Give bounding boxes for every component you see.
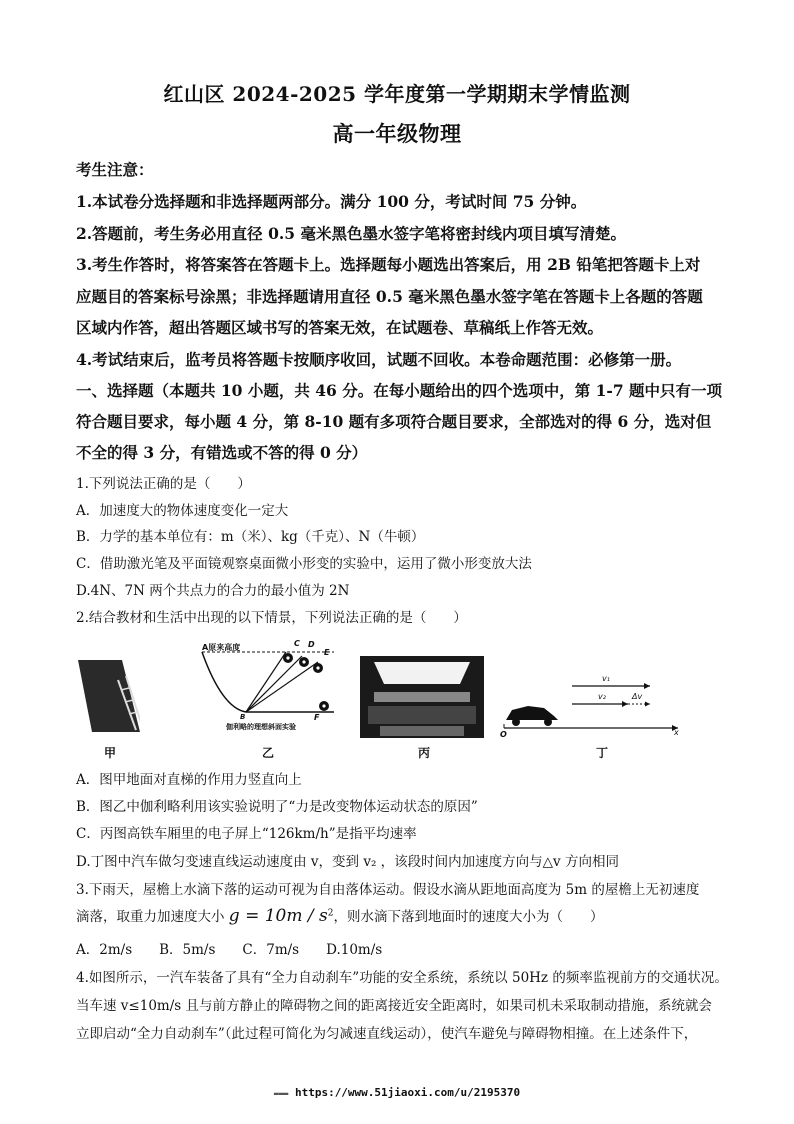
figure-car-velocity xyxy=(500,664,684,736)
fig-label-jia: 甲 xyxy=(104,746,117,760)
fig-d-v1-label: v₁ xyxy=(602,674,610,683)
q3-options: A．2m/s B．5m/s C．7m/s D.10m/s xyxy=(76,942,383,958)
notice-item-3: 3.考生作答时，将答案答在答题卡上。选择题每小题选出答案后，用 2B 铅笔把答题卡上对 xyxy=(76,255,701,274)
notice-item-4: 4.考试结束后，监考员将答题卡按顺序收回，试题不回收。本卷命题范围：必修第一册。 xyxy=(76,350,682,369)
q1-option-d: D.4N、7N 两个共点力的合力的最小值为 2N xyxy=(76,583,350,599)
fig-b-letter-d: D xyxy=(308,640,315,649)
notice-item-3-cont: 应题目的答案标号涂黑；非选择题请用直径 0.5 毫米黑色墨水签字笔在答题卡上各题的答题 xyxy=(76,287,703,306)
exam-title: 红山区 2024-2025 学年度第一学期期末学情监测 xyxy=(163,82,631,106)
fig-label-yi: 乙 xyxy=(262,746,275,760)
fig-d-origin-label: O xyxy=(500,730,507,739)
fig-b-letter-b: B xyxy=(240,713,246,721)
fig-b-letter-c: C xyxy=(294,639,300,648)
fig-d-dv-label: Δv xyxy=(632,692,643,701)
q2-option-a: A．图甲地面对直梯的作用力竖直向上 xyxy=(76,772,302,788)
figure-train-carriage xyxy=(360,656,484,738)
notice-heading: 考生注意： xyxy=(76,160,154,179)
notice-item-3-cont2: 区域内作答，超出答题区域书写的答案无效，在试题卷、草稿纸上作答无效。 xyxy=(76,318,604,337)
q4-line-3: 立即启动“全力自动刹车”（此过程可简化为匀减速直线运动），使汽车避免与障碍物相撞。在上述条件下， xyxy=(76,1026,698,1042)
figure-ladder xyxy=(78,660,140,732)
q2-option-d: D.丁图中汽车做匀变速直线运动速度由 v，变到 v₂ ，该段时间内加速度方向与△v 方向相同 xyxy=(76,854,619,870)
footer-url[interactable]: https://www.51jiaoxi.com/u/2195370 xyxy=(294,1086,521,1099)
q3-line-2 xyxy=(76,905,736,926)
footer-watermark xyxy=(0,1086,794,1099)
q2-option-c: C．丙图高铁车厢里的电子屏上“126km/h”是指平均速率 xyxy=(76,826,417,842)
fig-b-height-label: A原来高度 xyxy=(202,643,241,652)
fig-label-bing: 丙 xyxy=(418,746,431,760)
notice-item-1: 1.本试卷分选择题和非选择题两部分。满分 100 分，考试时间 75 分钟。 xyxy=(76,192,587,211)
section-heading-1: 一、选择题（本题共 10 小题，共 46 分。在每小题给出的四个选项中，第 1-7 题中只有一项 xyxy=(76,381,723,400)
footer-prefix: ▬▬▬ xyxy=(273,1089,289,1098)
q3-formula-exponent: 2 xyxy=(327,908,334,919)
q2-figures xyxy=(76,636,696,760)
section-heading-3: 不全的得 3 分，有错选或不答的得 0 分） xyxy=(76,443,368,462)
fig-b-caption: 伽利略的理想斜面实验 xyxy=(226,723,296,731)
q2-option-b: B．图乙中伽利略利用该实验说明了“力是改变物体运动状态的原因” xyxy=(76,799,478,815)
fig-label-ding: 丁 xyxy=(596,746,609,760)
q1-option-b: B．力学的基本单位有：m（米）、kg（千克）、N（牛顿） xyxy=(76,529,425,545)
section-heading-2: 符合题目要求，每小题 4 分，第 8-10 题有多项符合题目要求，全部选对的得 6 分，选对但 xyxy=(76,412,712,431)
fig-b-letter-f: F xyxy=(314,713,320,722)
fig-b-letter-e: E xyxy=(324,648,330,657)
q1-stem: 1.下列说法正确的是（ ） xyxy=(76,476,251,492)
fig-d-x-label: x xyxy=(674,728,679,737)
q2-stem: 2.结合教材和生活中出现的以下情景，下列说法正确的是（ ） xyxy=(76,610,467,626)
fig-d-v2-label: v₂ xyxy=(598,692,606,701)
notice-item-2: 2.答题前，考生务必用直径 0.5 毫米黑色墨水签字笔将密封线内项目填写清楚。 xyxy=(76,224,626,243)
q3-line-1: 3.下雨天，屋檐上水滴下落的运动可视为自由落体运动。假设水滴从距地面高度为 5m 的屋檐上无初速度 xyxy=(76,882,700,898)
q3-line-2d: ，则水滴下落到地面时的速度大小为（ ） xyxy=(333,909,604,925)
q3-formula: g = 10m / s xyxy=(228,906,328,926)
q1-option-c: C．借助激光笔及平面镜观察桌面微小形变的实验中，运用了微小形变放大法 xyxy=(76,556,532,572)
exam-subtitle: 高一年级物理 xyxy=(332,121,462,146)
q4-line-1: 4.如图所示，一汽车装备了具有“全力自动刹车”功能的安全系统，系统以 50Hz 的频率监视前方的交通状况。 xyxy=(76,970,728,986)
q3-line-2a: 滴落，取重力加速度大小 xyxy=(76,909,229,925)
q1-option-a: A．加速度大的物体速度变化一定大 xyxy=(76,503,289,519)
q4-line-2: 当车速 v≤10m/s 且与前方静止的障碍物之间的距离接近安全距离时，如果司机未采取制动措施，系统就会 xyxy=(76,998,712,1014)
